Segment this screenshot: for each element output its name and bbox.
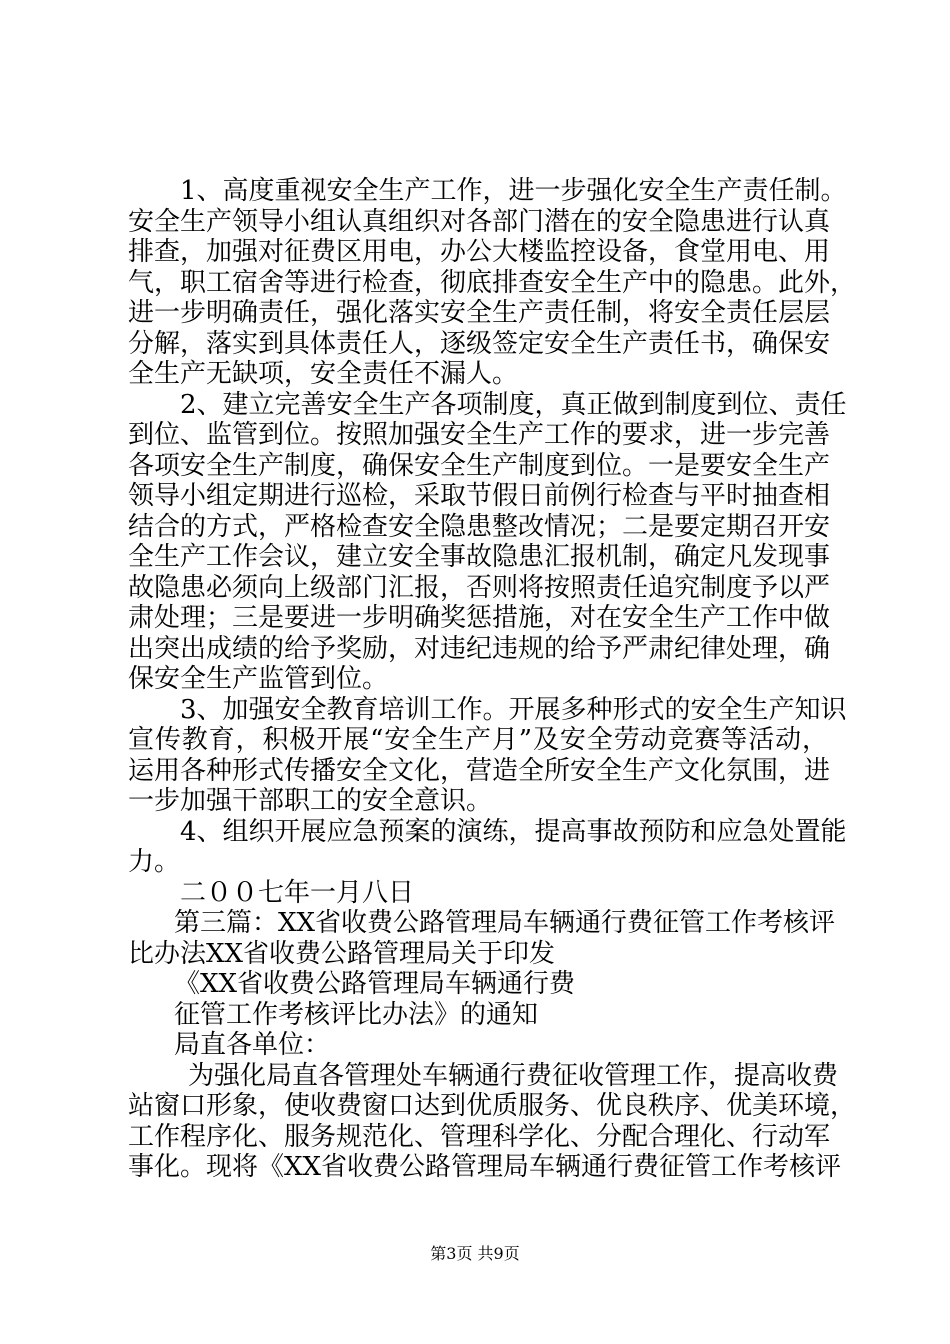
paragraph-1-line-4: 气，职工宿舍等进行检查，彻底排查安全生产中的隐患。此外， [128,267,857,298]
paragraph-3-line-4: 一步加强干部职工的安全意识。 [128,786,493,816]
paragraph-2-line-3: 各项安全生产制度，确保安全生产制度到位。一是要安全生产 [128,450,831,481]
paragraph-2-line-4: 领导小组定期进行巡检，采取节假日前例行检查与平时抽查相 [128,481,831,511]
notice-body-line-2: 站窗口形象，使收费窗口达到优质服务、优良秩序、优美环境， [128,1091,857,1121]
paragraph-2-line-7: 故隐患必须向上级部门汇报，否则将按照责任追究制度予以严 [128,572,831,603]
paragraph-1-line-3: 排查，加强对征费区用电，办公大楼监控设备，食堂用电、用 [128,237,831,267]
paragraph-4-line-2: 力。 [128,847,181,877]
paragraph-2-line-10: 保安全生产监管到位。 [128,664,389,694]
section-3-heading-line-1: 第三篇：XX省收费公路管理局车辆通行费征管工作考核评 [174,908,836,938]
paragraph-2-line-2: 到位、监管到位。按照加强安全生产工作的要求，进一步完善 [128,420,831,450]
page-number-footer: 第3页 共9页 [430,1244,520,1263]
notice-title-line-1: 《XX省收费公路管理局车辆通行费 [174,969,576,999]
notice-body-line-3: 工作程序化、服务规范化、管理科学化、分配合理化、行动军 [128,1121,831,1152]
paragraph-1-line-7: 全生产无缺项，安全责任不漏人。 [128,359,519,389]
paragraph-2-line-9: 出突出成绩的给予奖励，对违纪违规的给予严肃纪律处理，确 [128,633,831,664]
paragraph-1-line-6: 分解，落实到具体责任人，逐级签定安全生产责任书，确保安 [128,328,831,359]
paragraph-1-line-2: 安全生产领导小组认真组织对各部门潜在的安全隐患进行认真 [128,206,831,237]
notice-title-line-2: 征管工作考核评比办法》的通知 [174,999,539,1030]
paragraph-3-line-3: 运用各种形式传播安全文化，营造全所安全生产文化氛围，进 [128,755,831,786]
notice-body-line-4: 事化。现将《XX省收费公路管理局车辆通行费征管工作考核评 [128,1152,842,1182]
paragraph-2-line-1: 2、建立完善安全生产各项制度，真正做到制度到位、责任 [180,389,847,420]
paragraph-3-line-2: 宣传教育，积极开展“安全生产月”及安全劳动竞赛等活动， [128,725,828,755]
date-line: 二００七年一月八日 [180,877,415,908]
addressee-line: 局直各单位： [174,1030,331,1060]
section-3-heading-line-2: 比办法XX省收费公路管理局关于印发 [128,938,556,969]
paragraph-2-line-6: 全生产工作会议，建立安全事故隐患汇报机制，确定凡发现事 [128,542,831,572]
paragraph-1-line-5: 进一步明确责任，强化落实安全生产责任制，将安全责任层层 [128,298,831,328]
document-body [128,176,857,1183]
notice-body-line-1: 为强化局直各管理处车辆通行费征收管理工作，提高收费 [188,1060,839,1091]
paragraph-4-line-1: 4、组织开展应急预案的演练，提高事故预防和应急处置能 [180,816,847,847]
paragraph-3-line-1: 3、加强安全教育培训工作。开展多种形式的安全生产知识 [180,694,847,725]
paragraph-2-line-5: 结合的方式，严格检查安全隐患整改情况；二是要定期召开安 [128,511,831,542]
paragraph-1-line-1: 1、高度重视安全生产工作，进一步强化安全生产责任制。 [180,176,847,206]
paragraph-2-line-8: 肃处理；三是要进一步明确奖惩措施，对在安全生产工作中做 [128,603,831,633]
